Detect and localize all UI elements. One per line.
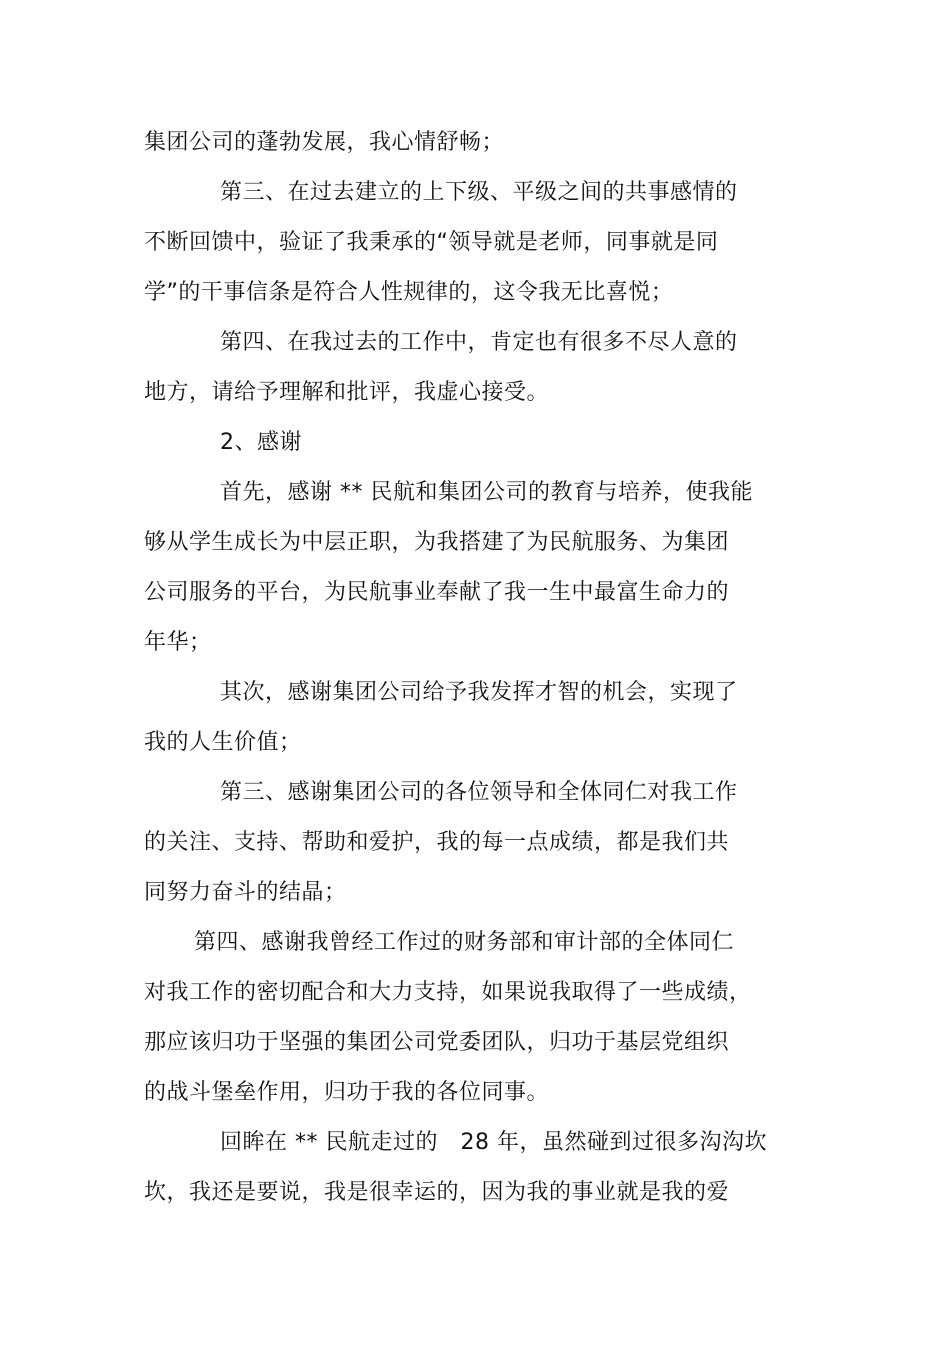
- text-line: 的关注、支持、帮助和爱护，我的每一点成绩，都是我们共: [144, 830, 730, 855]
- text-line: 年华；: [144, 630, 212, 655]
- section-heading: 2、感谢: [220, 430, 302, 455]
- text-line: 够从学生成长为中层正职，为我搭建了为民航服务、为集团: [144, 530, 730, 555]
- text-line: 第三、在过去建立的上下级、平级之间的共事感情的: [220, 180, 738, 205]
- text-line: 集团公司的蓬勃发展，我心情舒畅；: [144, 130, 505, 155]
- text-line: 学”的干事信条是符合人性规律的，这令我无比喜悦；: [144, 280, 674, 305]
- text-line: 地方，请给予理解和批评，我虚心接受。: [144, 380, 550, 405]
- text-line: 那应该归功于坚强的集团公司党委团队，归功于基层党组织: [144, 1030, 730, 1055]
- text-line: 同努力奋斗的结晶；: [144, 880, 347, 905]
- text-line: 公司服务的平台，为民航事业奉献了我一生中最富生命力的: [144, 580, 730, 605]
- text-line: 坎，我还是要说，我是很幸运的，因为我的事业就是我的爱: [144, 1180, 730, 1205]
- text-line: 其次，感谢集团公司给予我发挥才智的机会，实现了: [220, 680, 738, 705]
- text-line: 首先，感谢 ** 民航和集团公司的教育与培养，使我能: [220, 480, 753, 505]
- text-line: 的战斗堡垒作用，归功于我的各位同事。: [144, 1080, 550, 1105]
- text-line: 回眸在 ** 民航走过的 28 年，虽然碰到过很多沟沟坎: [220, 1130, 767, 1155]
- text-line: 第四、感谢我曾经工作过的财务部和审计部的全体同仁: [194, 930, 735, 955]
- text-line: 对我工作的密切配合和大力支持，如果说我取得了一些成绩，: [144, 980, 752, 1005]
- text-line: 我的人生价值；: [144, 730, 302, 755]
- text-line: 第四、在我过去的工作中，肯定也有很多不尽人意的: [220, 330, 738, 355]
- text-line: 第三、感谢集团公司的各位领导和全体同仁对我工作: [220, 780, 738, 805]
- text-line: 不断回馈中，验证了我秉承的“领导就是老师，同事就是同: [144, 230, 719, 255]
